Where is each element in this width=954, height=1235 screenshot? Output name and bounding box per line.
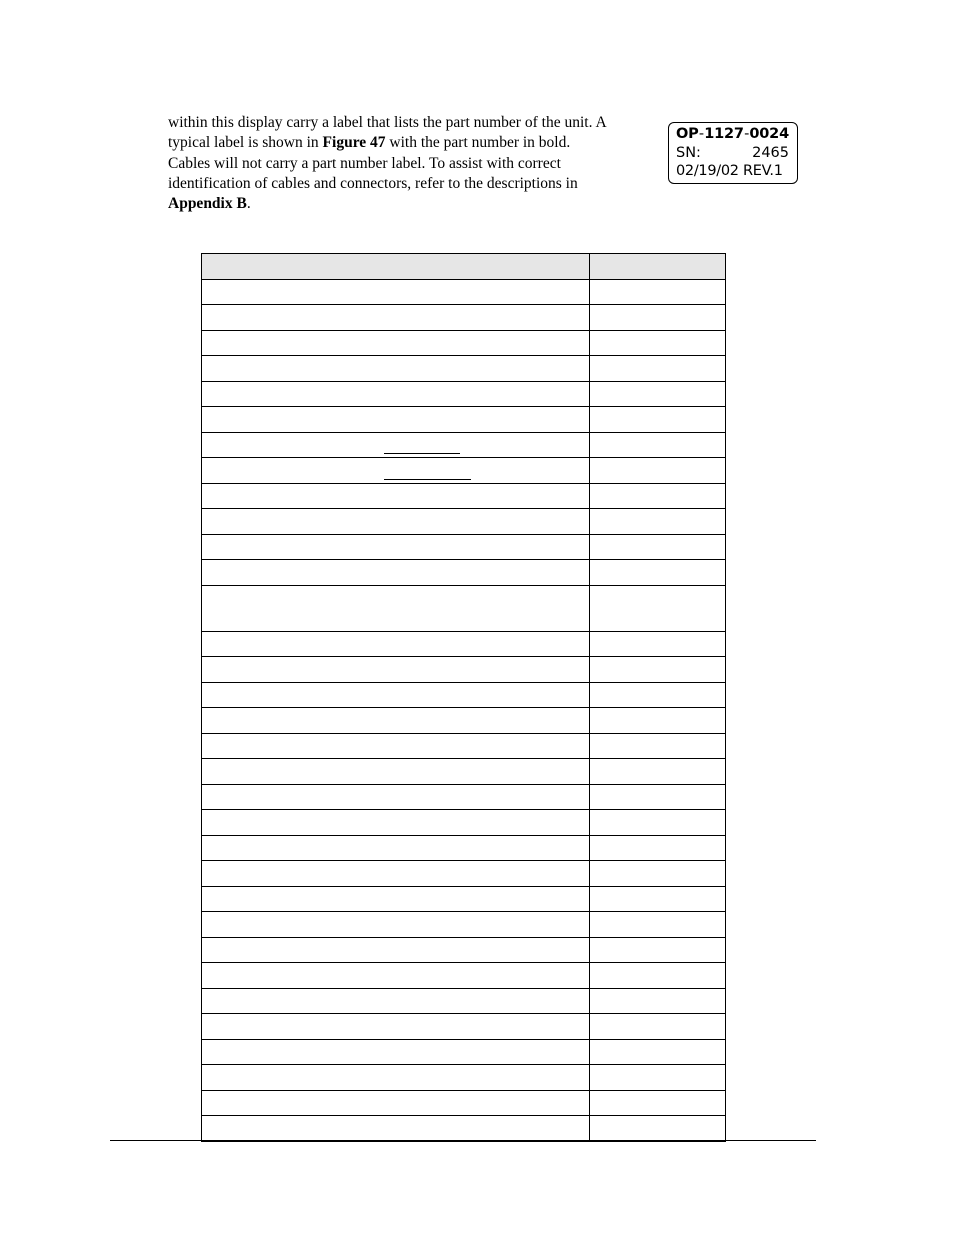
- table-row: [202, 861, 726, 887]
- table-row: [202, 810, 726, 836]
- table-row: [202, 1090, 726, 1116]
- row-description-cell: [202, 381, 590, 407]
- row-part-number-cell: [590, 912, 726, 938]
- underline-mark: [384, 453, 460, 454]
- intro-text: [168, 113, 646, 214]
- table-header-description: [202, 254, 590, 280]
- row-description-cell: [202, 1039, 590, 1065]
- row-description-cell: [202, 988, 590, 1014]
- row-part-number-cell: [590, 585, 726, 631]
- row-description-cell: [202, 585, 590, 631]
- row-part-number-cell: [590, 682, 726, 708]
- row-part-number-cell: [590, 733, 726, 759]
- row-part-number-cell: [590, 708, 726, 734]
- row-description-cell: [202, 733, 590, 759]
- table-row: [202, 330, 726, 356]
- part-number-label: [668, 122, 798, 184]
- table-row: [202, 937, 726, 963]
- row-description-cell: [202, 458, 590, 484]
- appendix-reference: Appendix B: [168, 195, 247, 213]
- row-part-number-cell: [590, 279, 726, 305]
- row-description-cell: [202, 509, 590, 535]
- row-description-cell: [202, 305, 590, 331]
- table-row: [202, 509, 726, 535]
- row-part-number-cell: [590, 810, 726, 836]
- row-description-cell: [202, 534, 590, 560]
- row-description-cell: [202, 708, 590, 734]
- row-part-number-cell: [590, 886, 726, 912]
- table-row: [202, 708, 726, 734]
- row-description-cell: [202, 784, 590, 810]
- row-part-number-cell: [590, 861, 726, 887]
- row-part-number-cell: [590, 1039, 726, 1065]
- table-row: [202, 432, 726, 458]
- row-part-number-cell: [590, 407, 726, 433]
- table-row: [202, 1014, 726, 1040]
- table-row: [202, 963, 726, 989]
- row-part-number-cell: [590, 1065, 726, 1091]
- row-description-cell: [202, 560, 590, 586]
- intro-paragraph-2: Cables will not carry a part number label. To assist with correct identification of cables and connectors, refer to the descriptions in Appendix B.: [168, 154, 578, 213]
- underline-mark: [384, 479, 471, 480]
- table-row: [202, 988, 726, 1014]
- row-description-cell: [202, 483, 590, 509]
- part-number: OP - 1127 - 0024: [676, 126, 789, 142]
- table-row: [202, 886, 726, 912]
- row-part-number-cell: [590, 330, 726, 356]
- row-part-number-cell: [590, 1090, 726, 1116]
- table-header-part-number: [590, 254, 726, 280]
- row-description-cell: [202, 963, 590, 989]
- row-description-cell: [202, 759, 590, 785]
- row-part-number-cell: [590, 356, 726, 382]
- row-description-cell: [202, 330, 590, 356]
- parts-table: [201, 253, 726, 1142]
- row-part-number-cell: [590, 835, 726, 861]
- row-description-cell: [202, 937, 590, 963]
- intro-paragraph-1: within this display carry a label that lists the part number of the unit. A typical label is shown in Figure 47 with the part number in bold.: [168, 114, 606, 152]
- table-row: [202, 912, 726, 938]
- table-row: [202, 1065, 726, 1091]
- table-row: [202, 631, 726, 657]
- table-row: [202, 356, 726, 382]
- table-row: [202, 585, 726, 631]
- row-description-cell: [202, 631, 590, 657]
- row-part-number-cell: [590, 305, 726, 331]
- row-part-number-cell: [590, 759, 726, 785]
- row-description-cell: [202, 356, 590, 382]
- table-row: [202, 759, 726, 785]
- table-body: [202, 279, 726, 1141]
- row-description-cell: [202, 886, 590, 912]
- row-description-cell: [202, 835, 590, 861]
- row-part-number-cell: [590, 534, 726, 560]
- row-part-number-cell: [590, 432, 726, 458]
- row-description-cell: [202, 682, 590, 708]
- figure-reference: Figure 47: [322, 134, 386, 152]
- table-row: [202, 835, 726, 861]
- table-row: [202, 407, 726, 433]
- row-description-cell: [202, 912, 590, 938]
- row-part-number-cell: [590, 937, 726, 963]
- row-part-number-cell: [590, 1014, 726, 1040]
- row-part-number-cell: [590, 381, 726, 407]
- table-row: [202, 657, 726, 683]
- row-part-number-cell: [590, 1116, 726, 1142]
- table-row: [202, 784, 726, 810]
- table-row: [202, 483, 726, 509]
- table-row: [202, 733, 726, 759]
- table-row: [202, 381, 726, 407]
- row-description-cell: [202, 1065, 590, 1091]
- row-part-number-cell: [590, 631, 726, 657]
- row-part-number-cell: [590, 988, 726, 1014]
- table-row: [202, 305, 726, 331]
- table-row: [202, 279, 726, 305]
- row-part-number-cell: [590, 784, 726, 810]
- table-row: [202, 560, 726, 586]
- row-part-number-cell: [590, 458, 726, 484]
- row-part-number-cell: [590, 560, 726, 586]
- table-row: [202, 1039, 726, 1065]
- table-row: [202, 1116, 726, 1142]
- table-header-row: [202, 254, 726, 280]
- date-revision: 02/19/02 REV.1: [676, 163, 783, 179]
- table-row: [202, 682, 726, 708]
- row-description-cell: [202, 1090, 590, 1116]
- row-description-cell: [202, 810, 590, 836]
- row-part-number-cell: [590, 963, 726, 989]
- row-description-cell: [202, 432, 590, 458]
- row-description-cell: [202, 407, 590, 433]
- row-description-cell: [202, 279, 590, 305]
- row-description-cell: [202, 657, 590, 683]
- serial-number: SN: 2465: [676, 144, 789, 161]
- row-description-cell: [202, 1116, 590, 1142]
- row-description-cell: [202, 1014, 590, 1040]
- row-part-number-cell: [590, 483, 726, 509]
- row-part-number-cell: [590, 509, 726, 535]
- row-description-cell: [202, 861, 590, 887]
- table-row: [202, 534, 726, 560]
- row-part-number-cell: [590, 657, 726, 683]
- footer-rule: [110, 1140, 816, 1141]
- table-row: [202, 458, 726, 484]
